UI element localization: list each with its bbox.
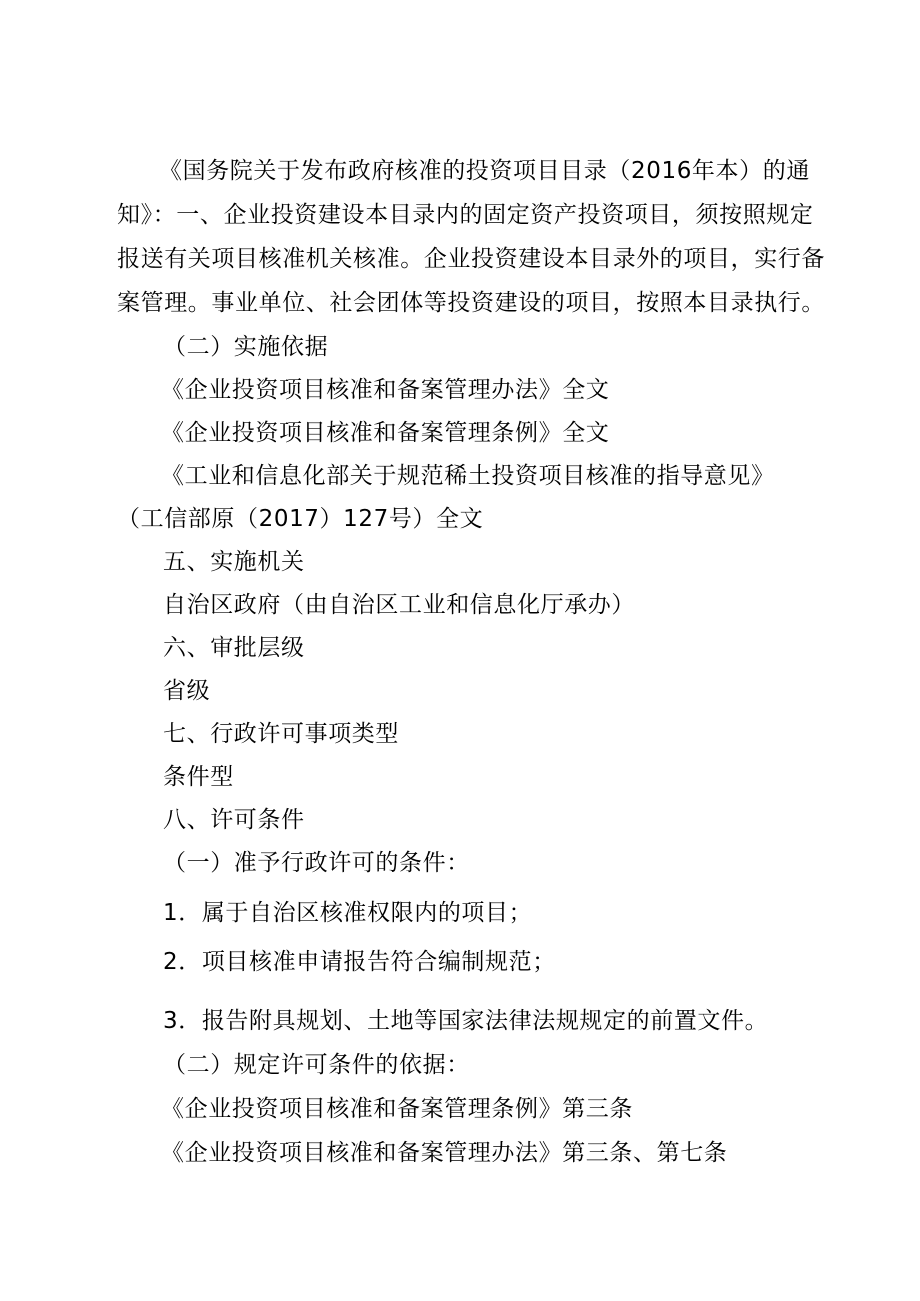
heading-basis: （二）实施依据 (163, 334, 329, 360)
subheading-conditions: （一）准予行政许可的条件： (163, 850, 470, 876)
basis-item-3-line-1: 《工业和信息化部关于规范稀土投资项目核准的指导意见》 (161, 463, 775, 489)
para-notice-line-2: 知》：一、企业投资建设本目录内的固定资产投资项目，须按照规定 (117, 202, 814, 228)
condition-item-3: 3．报告附具规划、土地等国家法律法规规定的前置文件。 (163, 1008, 769, 1034)
condition-item-1: 1．属于自治区核准权限内的项目； (163, 900, 533, 926)
permit-type-value: 条件型 (163, 764, 234, 790)
para-notice-line-1: 《国务院关于发布政府核准的投资项目目录（2016年本）的通 (159, 158, 810, 184)
subheading-condition-basis: （二）规定许可条件的依据： (163, 1052, 470, 1078)
basis-item-2: 《企业投资项目核准和备案管理条例》全文 (161, 420, 610, 446)
para-notice-line-4: 案管理。事业单位、社会团体等投资建设的项目，按照本目录执行。 (117, 290, 825, 316)
basis-item-3-line-2: （工信部原（2017）127号）全文 (117, 506, 484, 532)
condition-basis-item-2: 《企业投资项目核准和备案管理办法》第三条、第七条 (161, 1140, 728, 1166)
heading-authority: 五、实施机关 (163, 549, 305, 575)
condition-basis-item-1: 《企业投资项目核准和备案管理条例》第三条 (161, 1096, 633, 1122)
heading-permit-type: 七、行政许可事项类型 (163, 721, 399, 747)
para-notice-line-3: 报送有关项目核准机关核准。企业投资建设本目录外的项目，实行备 (117, 246, 825, 272)
basis-item-1: 《企业投资项目核准和备案管理办法》全文 (161, 377, 610, 403)
condition-item-2: 2．项目核准申请报告符合编制规范； (163, 949, 556, 975)
approval-level-value: 省级 (163, 678, 211, 704)
authority-value: 自治区政府（由自治区工业和信息化厅承办） (163, 592, 635, 618)
heading-approval-level: 六、审批层级 (163, 635, 305, 661)
heading-conditions: 八、许可条件 (163, 807, 305, 833)
